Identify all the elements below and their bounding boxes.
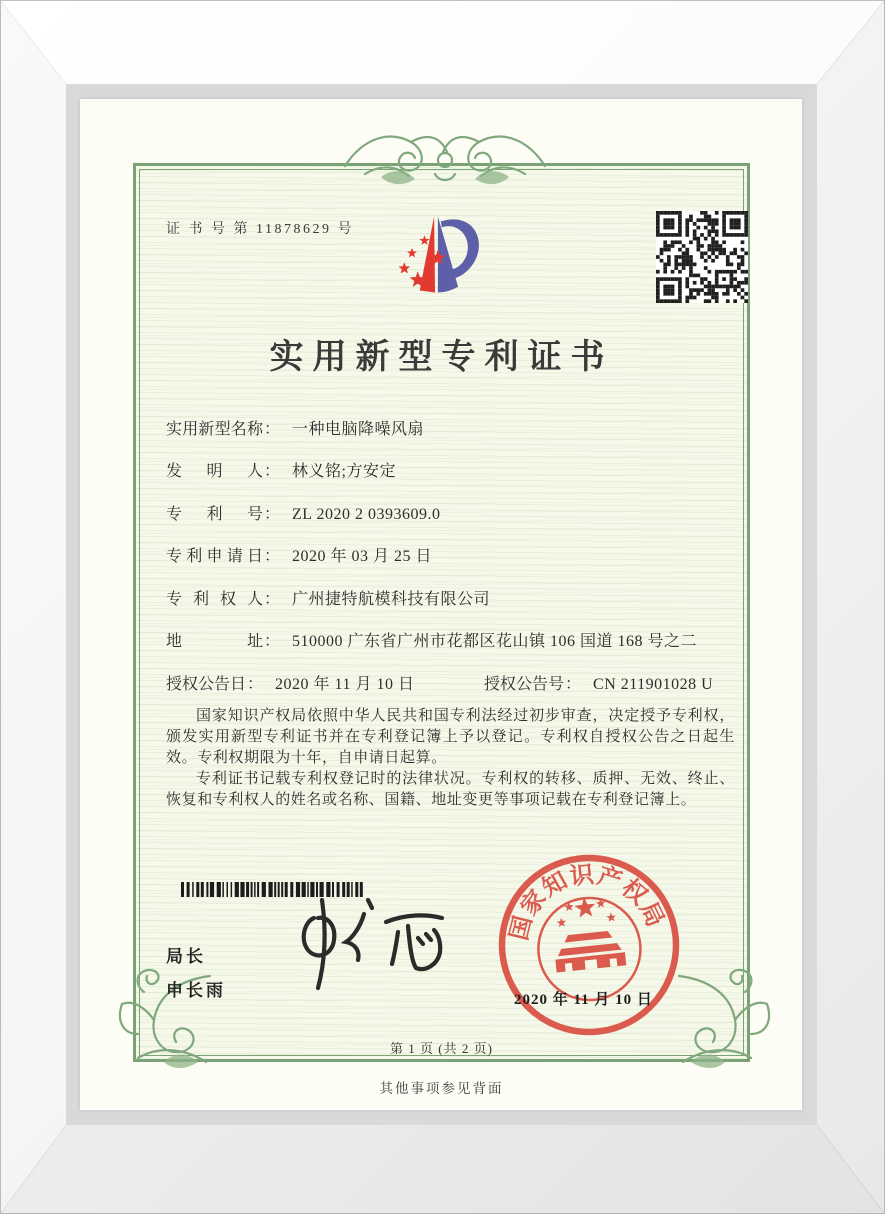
label-colon: ： bbox=[264, 463, 281, 480]
field-label: 专利申请日 bbox=[166, 548, 263, 565]
label-colon: ： bbox=[247, 676, 264, 693]
legal-paragraph: 专利证书记载专利权登记时的法律状况。专利权的转移、质押、无效、终止、恢复和专利权人的姓名或名称、国籍、地址变更等事项记载在专利登记簿上。 bbox=[166, 771, 735, 808]
label-colon: ： bbox=[565, 676, 582, 693]
field-label: 地址 bbox=[166, 633, 263, 650]
field-row-patent-number bbox=[166, 501, 440, 524]
label-colon: ： bbox=[264, 591, 281, 608]
certificate-title: 实用新型专利证书 bbox=[269, 339, 614, 376]
legal-text-block bbox=[166, 706, 735, 811]
field-row-name bbox=[166, 416, 424, 439]
signer-name: 申长雨 bbox=[166, 981, 226, 1000]
qr-code bbox=[656, 211, 748, 303]
svg-text:家: 家 bbox=[516, 885, 552, 921]
legal-paragraph: 国家知识产权局依照中华人民共和国专利法经过初步审查，决定授予专利权，颁发实用新型专利证书并在专利登记簿上予以登记。专利权自授权公告之日起生效。专利权期限为十年，自申请日起算。 bbox=[166, 708, 735, 766]
field-value: 林义铭;方安定 bbox=[292, 463, 396, 480]
cnipa-logo-icon bbox=[388, 208, 484, 304]
label-colon: ： bbox=[264, 421, 281, 438]
svg-text:权: 权 bbox=[616, 874, 652, 911]
field-row-patentee bbox=[166, 586, 490, 609]
field-row-filing-date bbox=[166, 543, 432, 566]
official-round-seal bbox=[493, 849, 685, 1041]
seal-date: 2020 年 11 月 10 日 bbox=[514, 992, 653, 1008]
grant-number-value: CN 211901028 U bbox=[593, 676, 714, 693]
label-colon: ： bbox=[264, 633, 281, 650]
handwritten-signature bbox=[286, 888, 456, 993]
back-note: 其他事项参见背面 bbox=[379, 1081, 504, 1096]
page-number: 第 1 页 (共 2 页) bbox=[390, 1041, 493, 1056]
grant-date-label: 授权公告日 bbox=[166, 676, 247, 693]
field-row-inventor bbox=[166, 458, 396, 481]
grant-number-label: 授权公告号 bbox=[484, 676, 565, 693]
grant-date-value: 2020 年 11 月 10 日 bbox=[275, 676, 415, 693]
grant-number-group bbox=[484, 671, 713, 694]
field-value: 一种电脑降噪风扇 bbox=[292, 421, 425, 438]
field-value: 2020 年 03 月 25 日 bbox=[292, 548, 433, 565]
field-value: ZL 2020 2 0393609.0 bbox=[292, 506, 441, 523]
field-label: 专利权人 bbox=[166, 591, 263, 608]
certificate-paper bbox=[80, 99, 802, 1110]
svg-text:国: 国 bbox=[506, 913, 538, 944]
svg-text:局: 局 bbox=[634, 898, 668, 932]
field-value: 广州捷特航模科技有限公司 bbox=[292, 591, 491, 608]
label-colon: ： bbox=[264, 506, 281, 523]
label-colon: ： bbox=[264, 548, 281, 565]
field-row-address bbox=[166, 628, 697, 651]
field-row-grant bbox=[166, 671, 714, 694]
signer-title: 局长 bbox=[166, 947, 206, 966]
mat-board bbox=[66, 84, 817, 1125]
svg-text:知: 知 bbox=[538, 867, 573, 903]
svg-text:识: 识 bbox=[568, 862, 596, 891]
border-flourish-top bbox=[337, 122, 553, 206]
field-label: 实用新型名称 bbox=[166, 421, 263, 438]
certificate-number: 证 书 号 第 11878629 号 bbox=[166, 222, 354, 237]
field-label: 发明人 bbox=[166, 463, 263, 480]
certificate-body bbox=[133, 163, 750, 1062]
svg-text:产: 产 bbox=[594, 863, 625, 896]
field-label: 专利号 bbox=[166, 506, 263, 523]
field-value: 510000 广东省广州市花都区花山镇 106 国道 168 号之二 bbox=[292, 633, 698, 650]
